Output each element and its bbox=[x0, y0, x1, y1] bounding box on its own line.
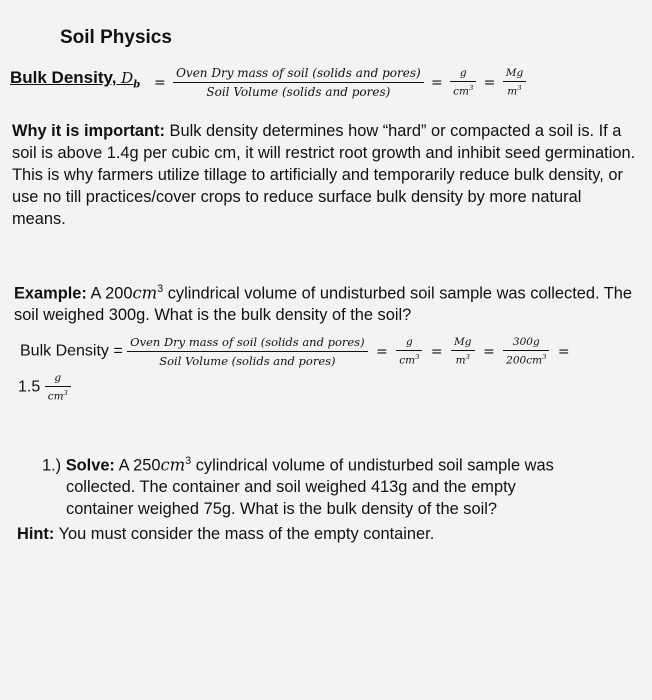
unit-fraction-g-cm3 bbox=[450, 67, 476, 98]
equals-sign: = bbox=[483, 74, 496, 91]
example-unit-fraction-g-cm3 bbox=[396, 336, 422, 367]
problem-text-line2: collected. The container and soil weighed 413g and the empty bbox=[66, 478, 516, 497]
unit-numerator: g bbox=[45, 372, 71, 387]
equals-sign: = bbox=[482, 343, 495, 360]
example-volume-unit: cm bbox=[132, 283, 158, 303]
example-text-after: cylindrical volume of undisturbed soil sample was collected. The soil weighed 300g. What is the bulk density of the soil? bbox=[14, 284, 633, 325]
example-answer bbox=[18, 372, 71, 403]
problem-volume-unit: cm bbox=[160, 455, 186, 475]
example-formula bbox=[20, 335, 574, 368]
problem-text-line3: container weighed 75g. What is the bulk density of the soil? bbox=[66, 500, 497, 519]
equals-sign: = bbox=[557, 343, 570, 360]
problem-text-after: cylindrical volume of undisturbed soil sample was bbox=[195, 456, 554, 475]
example-paragraph bbox=[14, 278, 634, 326]
problem-text-before: A 250 bbox=[118, 456, 161, 475]
example-formula-fraction bbox=[127, 335, 367, 368]
example-volume-exp: 3 bbox=[157, 283, 164, 295]
problem-heading: Solve: bbox=[65, 456, 115, 475]
example-value-fraction bbox=[503, 336, 549, 367]
unit-fraction-mg-m3 bbox=[503, 67, 526, 98]
equals-sign: = bbox=[376, 343, 388, 360]
unit-denominator: $m^3$ bbox=[455, 353, 470, 367]
bulk-density-label-text: Bulk Density, bbox=[10, 68, 117, 87]
problem-1 bbox=[42, 450, 612, 520]
unit-denominator: $cm^3$ bbox=[453, 84, 474, 98]
formula-fraction bbox=[173, 66, 424, 99]
bulk-density-symbol: D bbox=[121, 69, 134, 87]
problem-number: 1.) bbox=[42, 456, 62, 475]
equals-sign: = bbox=[431, 74, 443, 91]
unit-numerator: g bbox=[450, 67, 476, 82]
example-formula-denominator: Soil Volume (solids and pores) bbox=[159, 354, 336, 368]
example-answer-unit bbox=[45, 372, 71, 403]
value-numerator: 300g bbox=[503, 336, 549, 351]
bulk-density-label bbox=[10, 68, 140, 90]
equals-sign: = bbox=[430, 343, 443, 360]
example-answer-value: 1.5 bbox=[18, 378, 41, 396]
equals-sign: = bbox=[154, 74, 166, 91]
example-formula-numerator: Oven Dry mass of soil (solids and pores) bbox=[127, 335, 367, 352]
bulk-density-symbol-sub: b bbox=[133, 79, 141, 91]
formula-numerator: Oven Dry mass of soil (solids and pores) bbox=[173, 66, 424, 83]
unit-denominator: $cm^3$ bbox=[47, 389, 68, 403]
example-unit-fraction-mg-m3 bbox=[451, 336, 474, 367]
importance-text: Bulk density determines how “hard” or compacted a soil is. If a soil is above 1.4g per cubic cm, it will restrict root growth and inhibit seed germination. This is why farmers utilize tillage to artificially and temporarily reduce bulk density, or use no till practices/cover crops to reduce surface bulk density by more natural means. bbox=[12, 122, 636, 228]
page-title: Soil Physics bbox=[60, 27, 172, 48]
hint bbox=[17, 525, 434, 544]
unit-numerator: Mg bbox=[503, 67, 526, 82]
bulk-density-formula bbox=[150, 66, 526, 99]
example-formula-label: Bulk Density = bbox=[20, 342, 123, 360]
value-denominator: $200cm^3$ bbox=[506, 353, 547, 367]
hint-text: You must consider the mass of the empty container. bbox=[58, 525, 435, 543]
example-heading: Example: bbox=[14, 284, 87, 303]
unit-denominator: $m^3$ bbox=[507, 84, 522, 98]
example-text-before: A 200 bbox=[90, 284, 133, 303]
unit-numerator: g bbox=[396, 336, 422, 351]
unit-denominator: $cm^3$ bbox=[399, 353, 420, 367]
importance-paragraph bbox=[12, 120, 637, 230]
importance-heading: Why it is important: bbox=[12, 122, 165, 140]
unit-numerator: Mg bbox=[451, 336, 474, 351]
problem-volume-exp: 3 bbox=[185, 455, 192, 467]
hint-heading: Hint: bbox=[17, 525, 55, 543]
formula-denominator: Soil Volume (solids and pores) bbox=[206, 85, 391, 99]
